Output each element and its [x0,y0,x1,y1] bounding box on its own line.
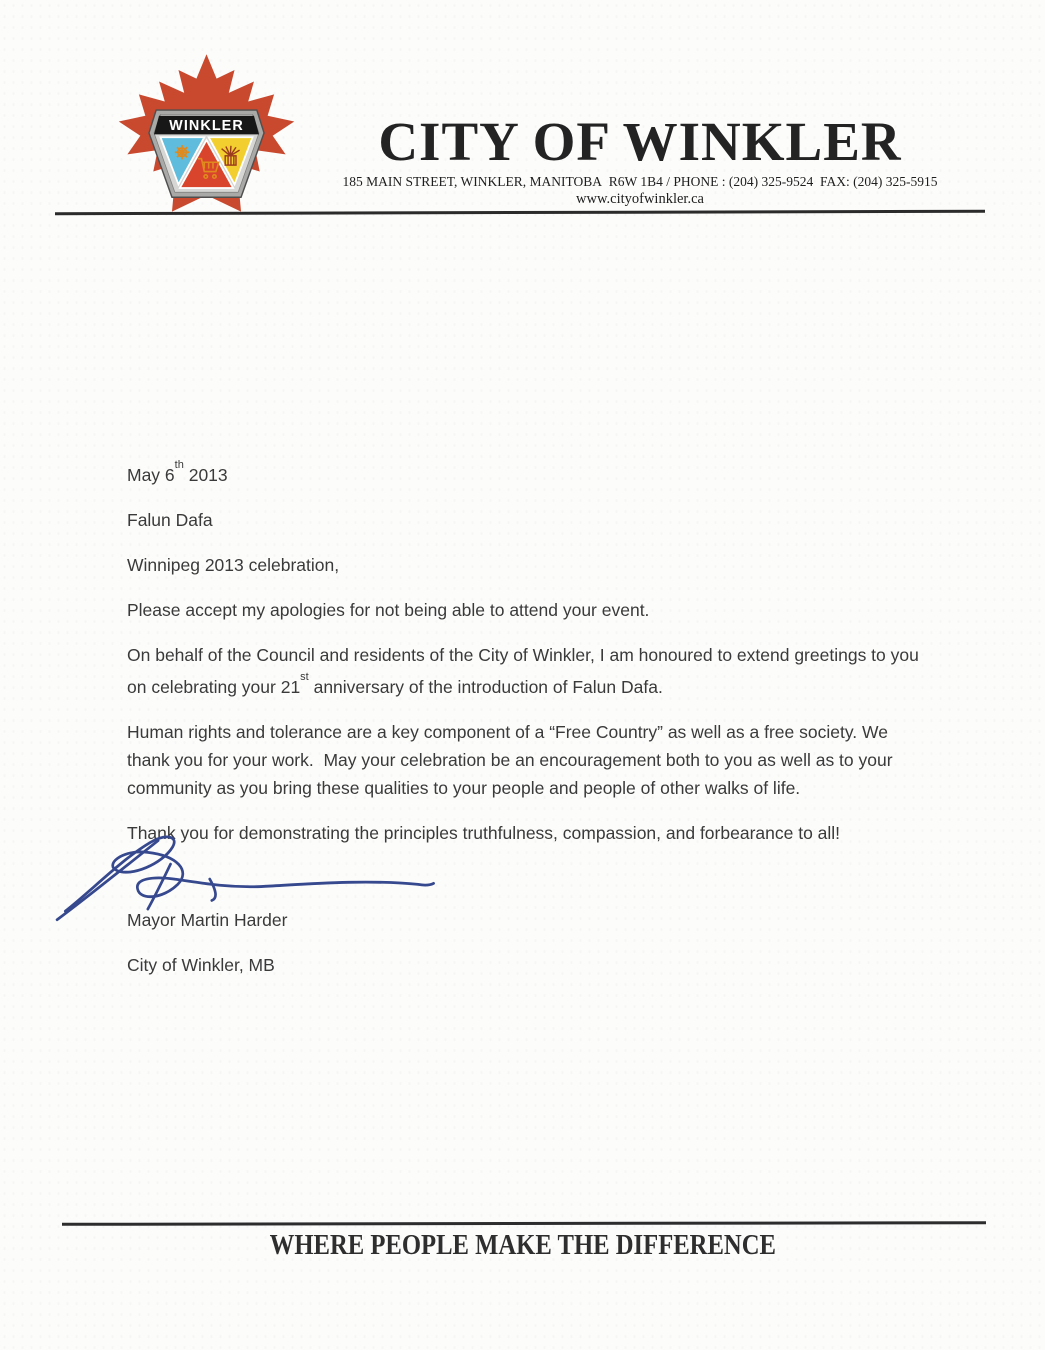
paragraph-behalf [127,641,933,701]
paragraph-rights: Human rights and tolerance are a key component of a “Free Country” as well as a free society. We thank you for your work. May your celebration be an encouragement both to you as well as to your community as you bring these qualities to your people and people of other walks of life. [127,721,893,798]
handwritten-signature [55,832,447,924]
anniversary-ordinal: st [300,670,309,683]
date-ordinal: th [174,459,184,471]
website-text: www.cityofwinkler.ca [576,191,704,207]
paragraph-behalf-text: On behalf of the Council and residents of the City of Winkler, I am honoured to extend greetings to you on celebrating your 21 [127,644,919,697]
letter-body [127,457,933,996]
footer-slogan-text: WHERE PEOPLE MAKE THE DIFFERENCE [269,1229,776,1261]
date-year: 2013 [183,464,228,485]
signer-name: Mayor Martin Harder [127,909,288,930]
date-line [127,457,933,489]
date-day: May 6 [127,464,175,485]
address-line: 185 MAIN STREET, WINKLER, MANITOBA R6W 1B4 / PHONE : (204) 325-9524 FAX: (204) 325-5915 [342,174,938,189]
event-line: Winnipeg 2013 celebration, [127,554,340,575]
badge-city-name: WINKLER [169,118,244,135]
paragraph-behalf-text-cont: anniversary of the introduction of Falun Dafa. [308,676,663,697]
footer-slogan [60,1229,985,1262]
paragraph-apologies: Please accept my apologies for not being able to attend your event. [127,599,650,620]
signer-org: City of Winkler, MB [127,954,275,975]
org-name: CITY OF WINKLER [378,111,902,172]
signature-block [127,864,933,906]
paragraph-thanks: Thank you for demonstrating the principles truthfulness, compassion, and forbearance to all! [127,822,841,843]
footer-divider [62,1221,986,1225]
recipient-line: Falun Dafa [127,509,213,530]
city-of-winkler-logo [113,50,300,218]
